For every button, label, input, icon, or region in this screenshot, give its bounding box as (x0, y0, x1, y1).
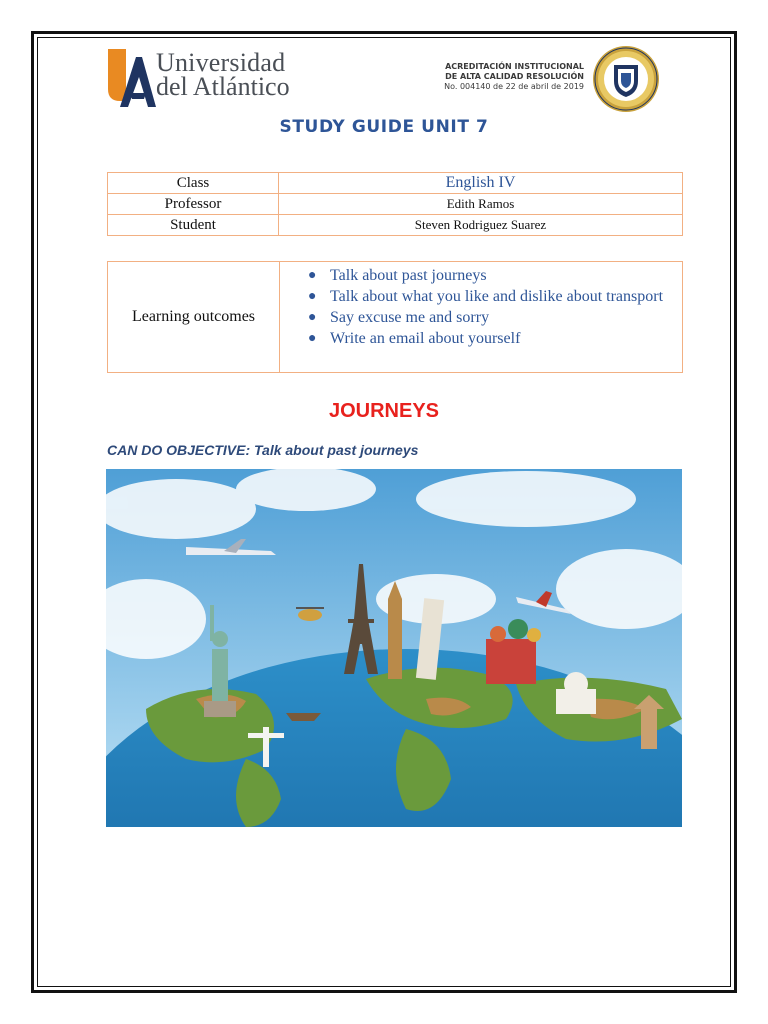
list-item (308, 265, 670, 286)
table-row (108, 215, 683, 236)
learning-outcomes-table (107, 261, 683, 373)
table-row (108, 173, 683, 194)
list-item (308, 286, 670, 307)
world-travel-illustration (106, 469, 682, 827)
class-info-table (107, 172, 683, 236)
class-label: Class (108, 173, 279, 194)
accreditation-seal-icon (592, 45, 660, 113)
bullet-icon: ● (308, 331, 317, 346)
accreditation-line3: No. 004140 de 22 de abril de 2019 (444, 82, 584, 91)
page-title: STUDY GUIDE UNIT 7 (279, 117, 489, 137)
learning-outcomes-label: Learning outcomes (108, 262, 280, 372)
list-item (308, 328, 670, 349)
class-value: English IV (279, 173, 683, 194)
section-heading: JOURNEYS (328, 400, 440, 422)
professor-value: Edith Ramos (279, 194, 683, 215)
logo-text-line2: del Atlántico (156, 72, 290, 101)
outcome-text: Talk about what you like and dislike about transport (330, 288, 664, 305)
outcome-text: Say excuse me and sorry (330, 309, 490, 326)
bullet-icon: ● (308, 289, 317, 304)
professor-label: Professor (108, 194, 279, 215)
can-do-objective: CAN DO OBJECTIVE: Talk about past journeys (107, 442, 419, 458)
logo-text-line1: Universidad (156, 48, 286, 77)
accreditation-line2: DE ALTA CALIDAD RESOLUCIÓN (445, 72, 584, 81)
university-logo (106, 45, 290, 111)
student-value: Steven Rodriguez Suarez (279, 215, 683, 236)
outcome-text: Write an email about yourself (330, 330, 521, 347)
learning-outcomes-list (308, 265, 670, 349)
table-row (108, 194, 683, 215)
student-label: Student (108, 215, 279, 236)
outcome-text: Talk about past journeys (330, 267, 487, 284)
bullet-icon: ● (308, 310, 317, 325)
accreditation-text (400, 62, 584, 92)
bullet-icon: ● (308, 268, 317, 283)
accreditation-line1: ACREDITACIÓN INSTITUCIONAL (445, 62, 584, 71)
universidad-logo-icon (106, 45, 156, 111)
list-item (308, 307, 670, 328)
